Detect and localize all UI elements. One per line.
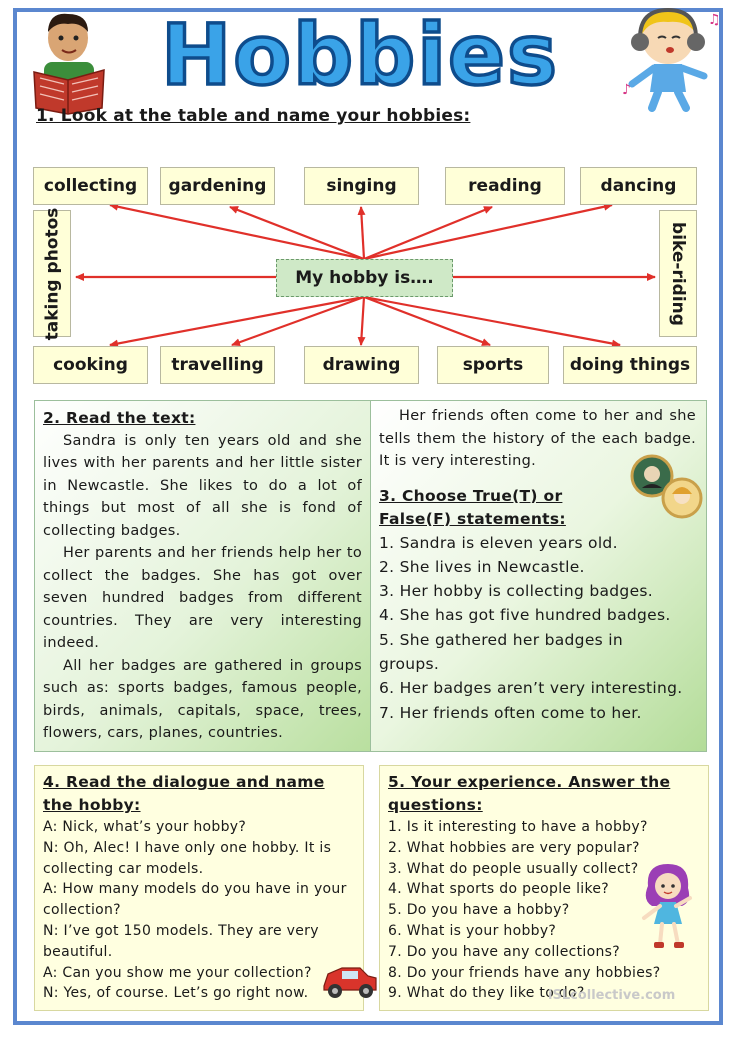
watermark: iSLcollective.com — [548, 988, 676, 1003]
dialogue-line-3: A: How many models do you have in your collection? — [43, 881, 347, 919]
hobby-box-travelling: travelling — [160, 346, 275, 384]
arrow-to-reading — [364, 207, 492, 259]
task3-statement-4: 4. She has got five hundred badges. — [379, 606, 671, 625]
question-9: 9. What do they like to do? — [388, 985, 585, 1002]
arrow-to-travelling — [232, 297, 364, 345]
task5-heading: 5. Your experience. Answer the questions: — [388, 773, 671, 814]
badge-illustrations — [630, 454, 706, 522]
hobby-box-gardening: gardening — [160, 167, 275, 205]
svg-text:♫: ♫ — [708, 12, 721, 28]
task3-statement-7: 7. Her friends often come to her. — [379, 703, 642, 722]
red-car-illustration — [320, 958, 380, 1002]
question-4: 4. What sports do people like? — [388, 881, 610, 898]
dialogue-line-1: A: Nick, what’s your hobby? — [43, 819, 247, 835]
question-7: 7. Do you have any collections? — [388, 943, 620, 960]
task2-paragraph-2: Her parents and her friends help her to collect the badges. She has got over seven hundred badges from different countries. They are very interesting indeed. — [43, 545, 362, 651]
arrow-to-doing-things — [364, 297, 620, 345]
arrow-to-sports — [364, 297, 490, 345]
task2-heading: 2. Read the text: — [43, 409, 196, 427]
dialogue-line-2: N: Oh, Alec! I have only one hobby. It is collecting car models. — [43, 839, 332, 877]
dialogue-line-6: N: Yes, of course. Let’s go right now. — [43, 985, 309, 1002]
task4-heading: 4. Read the dialogue and name the hobby: — [43, 773, 325, 814]
dialogue-line-4: N: I’ve got 150 models. They are very beautiful. — [43, 922, 319, 960]
hobby-label-bike-riding: bike-riding — [668, 221, 689, 326]
question-1: 1. Is it interesting to have a hobby? — [388, 819, 648, 835]
task3-heading: 3. Choose True(T) or False(F) statements: — [379, 486, 566, 528]
center-box-my-hobby: My hobby is…. — [276, 259, 453, 297]
task3-panel — [370, 400, 707, 752]
question-5: 5. Do you have a hobby? — [388, 902, 570, 919]
dialogue-line-5: A: Can you show me your collection? — [43, 964, 312, 981]
hobby-box-collecting: collecting — [33, 167, 148, 205]
hobby-box-reading: reading — [445, 167, 565, 205]
task3-statement-6: 6. Her badges aren’t very interesting. — [379, 679, 683, 698]
arrow-to-collecting — [110, 205, 364, 259]
task2-continuation: Her friends often come to her and she tells them the history of the each badge. It is very interesting. — [379, 408, 696, 469]
task3-statement-3: 3. Her hobby is collecting badges. — [379, 582, 654, 601]
question-6: 6. What is your hobby? — [388, 922, 557, 939]
task2-panel — [34, 400, 370, 752]
task3-statement-1: 1. Sandra is eleven years old. — [379, 533, 618, 552]
question-2: 2. What hobbies are very popular? — [388, 839, 640, 856]
svg-text:♪: ♪ — [622, 82, 631, 98]
arrow-to-singing — [361, 207, 364, 259]
hobby-box-singing: singing — [304, 167, 419, 205]
arrow-to-drawing — [361, 297, 364, 345]
arrow-to-cooking — [110, 297, 364, 345]
task2-paragraph-3: All her badges are gathered in groups such as: sports badges, famous people, birds, animals, capitals, space, trees, flowers, cars, planes, countries. — [43, 657, 362, 741]
hobby-box-bike-riding — [659, 210, 697, 337]
hobby-box-doing-things: doing things — [563, 346, 697, 384]
task2-paragraph-1: Sandra is only ten years old and she lives with her parents and her little sister in Newcastle. She likes to do a lot of things but most of all she is fond of collecting badges. — [43, 432, 362, 539]
hobby-box-cooking: cooking — [33, 346, 148, 384]
hobby-box-dancing: dancing — [580, 167, 697, 205]
task4-panel — [34, 765, 364, 1011]
hobby-box-taking-photos — [33, 207, 71, 340]
hobby-box-sports: sports — [437, 346, 549, 384]
question-3: 3. What do people usually collect? — [388, 860, 639, 877]
girl-purple-hair-illustration — [638, 862, 694, 952]
task3-statement-2: 2. She lives in Newcastle. — [379, 557, 585, 576]
hobby-label-taking-photos: taking photos — [42, 207, 63, 340]
svg-text:Hobbies: Hobbies — [160, 6, 560, 100]
task1-heading: 1. Look at the table and name your hobbies: — [36, 106, 471, 126]
arrow-to-dancing — [364, 205, 612, 259]
task3-statement-5: 5. She gathered her badges in groups. — [379, 630, 623, 673]
question-8: 8. Do your friends have any hobbies? — [388, 964, 661, 981]
hobby-box-drawing: drawing — [304, 346, 419, 384]
arrow-to-gardening — [230, 207, 364, 259]
task3-statements — [379, 531, 698, 725]
